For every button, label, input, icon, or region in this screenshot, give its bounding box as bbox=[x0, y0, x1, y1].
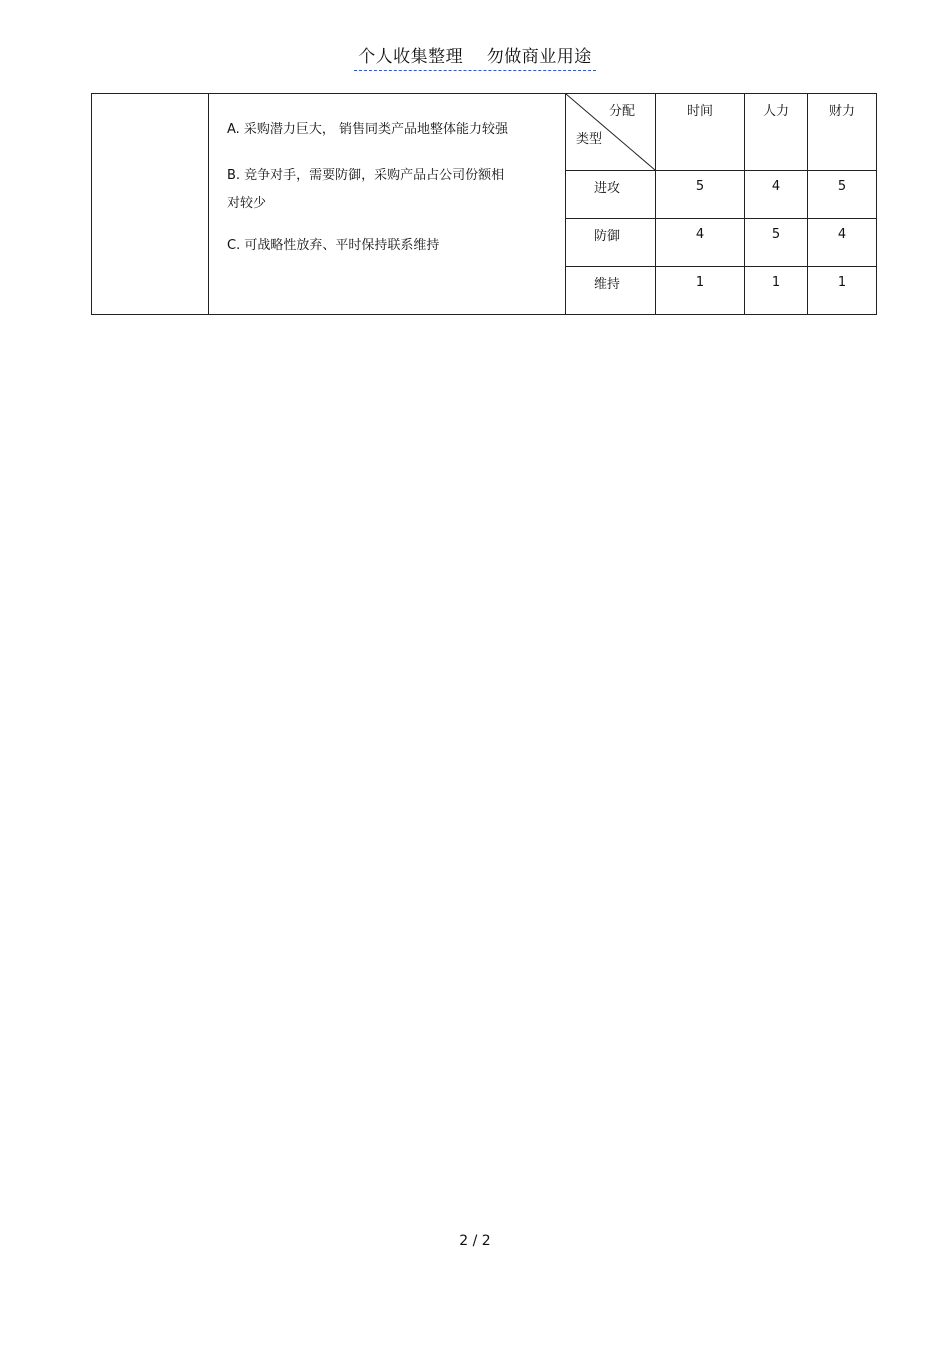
page-number: 2 / 2 bbox=[459, 1233, 491, 1249]
strategy-line-b2: 对较少 bbox=[227, 196, 267, 211]
header-title: 个人收集整理 勿做商业用途 bbox=[354, 42, 596, 71]
row-type-maintain: 维持 bbox=[566, 267, 656, 315]
cell-value: 1 bbox=[808, 267, 877, 315]
strategy-line-a: A. 采购潜力巨大， 销售同类产品地整体能力较强 bbox=[227, 122, 509, 137]
column-header-manpower: 人力 bbox=[745, 94, 808, 171]
cell-value: 1 bbox=[745, 267, 808, 315]
table-row bbox=[92, 94, 877, 171]
strategy-table bbox=[91, 93, 877, 315]
cell-value: 5 bbox=[808, 171, 877, 219]
page-header bbox=[0, 42, 950, 71]
diagonal-header-cell bbox=[566, 94, 656, 171]
cell-value: 4 bbox=[808, 219, 877, 267]
column-header-time: 时间 bbox=[656, 94, 745, 171]
row-type-defense: 防御 bbox=[566, 219, 656, 267]
cell-value: 5 bbox=[745, 219, 808, 267]
column-header-finance: 财力 bbox=[808, 94, 877, 171]
diag-label-type: 类型 bbox=[576, 132, 603, 147]
row-type-attack: 进攻 bbox=[566, 171, 656, 219]
diag-label-allocation: 分配 bbox=[608, 104, 635, 119]
strategy-description-cell bbox=[209, 94, 566, 315]
strategy-line-b1: B. 竞争对手，需要防御，采购产品占公司份额相 bbox=[227, 168, 505, 183]
strategy-line-c: C. 可战略性放弃、平时保持联系维持 bbox=[227, 238, 440, 253]
empty-left-cell bbox=[92, 94, 209, 315]
cell-value: 1 bbox=[656, 267, 745, 315]
cell-value: 4 bbox=[656, 219, 745, 267]
cell-value: 4 bbox=[745, 171, 808, 219]
cell-value: 5 bbox=[656, 171, 745, 219]
